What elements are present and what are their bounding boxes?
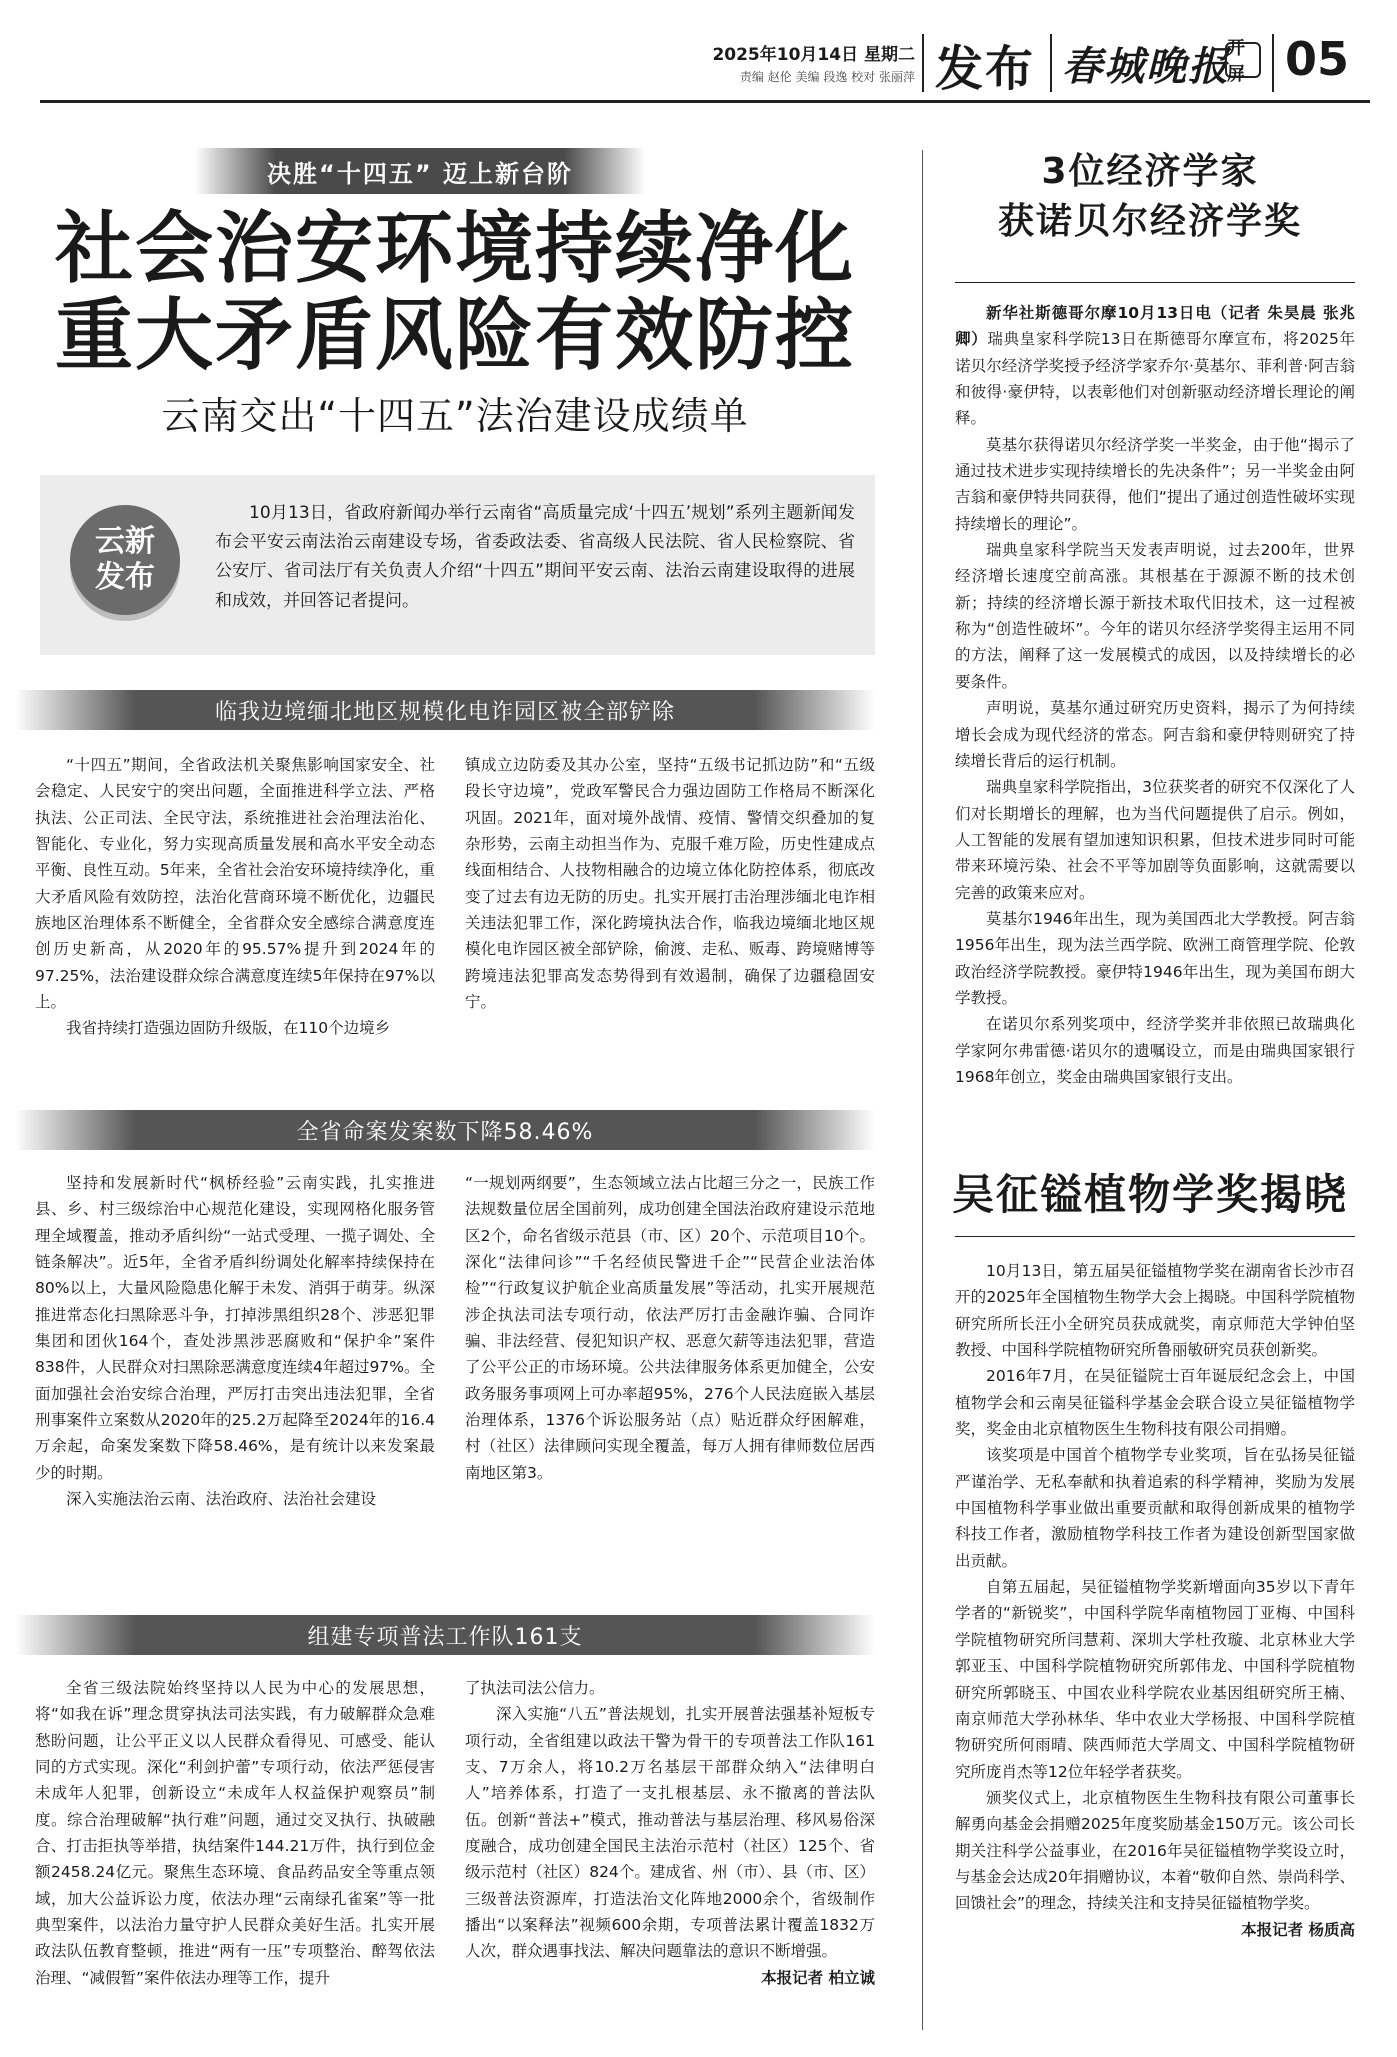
section-name: 发布 [935, 41, 1036, 97]
newspaper-logo: 春城晚报 [1062, 43, 1230, 90]
masthead-rule [40, 100, 1370, 103]
paragraph: 瑞典皇家科学院13日在斯德哥尔摩宣布，将2025年诺贝尔经济学奖授予经济学家乔尔·莫基尔、菲利普·阿吉翁和彼得·豪伊特，以表彰他们对创新驱动经济增长理论的阐释。 [955, 330, 1355, 428]
paragraph: 在诺贝尔系列奖项中，经济学奖并非依照已故瑞典化学家阿尔弗雷德·诺贝尔的遗嘱设立，而是由瑞典国家银行1968年创立，奖金由瑞典国家银行支出。 [955, 1015, 1355, 1086]
section-heading: 临我边境缅北地区规模化电诈园区被全部铲除 [15, 690, 875, 730]
section-2-column-left [35, 1170, 435, 1512]
botany-headline: 吴征镒植物学奖揭晓 [951, 1170, 1348, 1219]
article-kicker: 决胜“十四五” 迈上新台阶 [195, 148, 645, 194]
paragraph: 瑞典皇家科学院当天发表声明说，过去200年，世界经济增长速度空前高涨。其根基在于源源不断的技术创新；持续的经济增长源于新技术取代旧技术，这一过程被称为“创造性破坏”。今年的诺贝尔经济学奖得主运用不同的方法，阐释了这一发展模式的成因，以及持续增长的必要条件。 [955, 541, 1355, 691]
masthead-divider [1050, 34, 1052, 92]
intro-box [40, 475, 875, 655]
byline: 本报记者 柏立诚 [761, 1968, 875, 1987]
page-number: 05 [1285, 32, 1350, 86]
paragraph: 镇成立边防委及其办公室，坚持“五级书记抓边防”和“五级段长守边境”，党政军警民合力强边固防工作格局不断深化巩固。2021年，面对境外战情、疫情、警情交织叠加的复杂形势，云南主动担当作为、克服千难万险，历史性建成点线面相结合、人技物相融合的边境立体化防控体系，彻底改变了过去有边无防的历史。扎实开展打击治理涉缅北电诈相关违法犯罪工作，深化跨境执法合作，临我边境缅北地区规模化电诈园区被全部铲除，偷渡、走私、贩毒、跨境赌博等跨境违法犯罪高发态势得到有效遏制，确保了边疆稳固安宁。 [465, 756, 875, 1012]
paragraph: “十四五”期间，全省政法机关聚焦影响国家安全、社会稳定、人民安宁的突出问题，全面推进科学立法、严格执法、公正司法、全民守法，系统推进社会治理法治化、智能化、专业化，努力实现高质量发展和高水平安全动态平衡、良性互动。5年来，全省社会治安环境持续净化，重大矛盾风险有效防控，法治化营商环境不断优化，边疆民族地区治理体系不断健全，全省群众安全感综合满意度连创历史新高，从2020年的95.57%提升到2024年的97.25%，法治建设群众综合满意度连续5年保持在97%以上。 [35, 756, 435, 1012]
botany-article-body [955, 1258, 1355, 1943]
section-1-column-left [35, 752, 435, 1042]
paragraph: 我省持续打造强边固防升级版，在110个边境乡 [66, 1019, 391, 1038]
paragraph: 2016年7月，在吴征镒院士百年诞辰纪念会上，中国植物学会和云南吴征镒科学基金会联合设立吴征镒植物学奖，奖金由北京植物医生生物科技有限公司捐赠。 [955, 1367, 1355, 1439]
paragraph: 全省三级法院始终坚持以人民为中心的发展思想，将“如我在诉”理念贯穿执法司法实践，有力破解群众急难愁盼问题，让公平正义以人民群众看得见、可感受、能认同的方式实现。深化“利剑护蕾”专项行动，依法严惩侵害未成年人犯罪，创新设立“未成年人权益保护观察员”制度。综合治理破解“执行难”问题，通过交叉执行、执破融合、打击拒执等举措，执结案件144.21万件，执行到位金额2458.24亿元。聚焦生态环境、食品药品安全等重点领域，加大公益诉讼力度，依法办理“云南绿孔雀案”等一批典型案件，以法治力量守护人民群众美好生活。扎实开展政法队伍教育整顿，推进“两有一压”专项整治、醉驾依法治理、“减假暂”案件依法办理等工作，提升 [35, 1679, 435, 1987]
paragraph: 莫基尔获得诺贝尔经济学奖一半奖金，由于他“揭示了通过技术进步实现持续增长的先决条件”；另一半奖金由阿吉翁和豪伊特共同获得，他们“提出了通过创造性破坏实现持续增长的理论”。 [955, 435, 1355, 533]
paragraph: “一规划两纲要”，生态领域立法占比超三分之一，民族工作法规数量位居全国前列，成功创建全国法治政府建设示范地区2个，命名省级示范县（市、区）20个、示范项目10个。深化“法律问诊”“千名经侦民警进千企”“民营企业法治体检”“行政复议护航企业高质量发展”等活动，扎实开展规范涉企执法司法专项行动，依法严厉打击金融诈骗、合同诈骗、非法经营、侵犯知识产权、恶意欠薪等违法犯罪，营造了公平公正的市场环境。公共法律服务体系更加健全，公安政务服务事项网上可办率超95%，276个人民法庭嵌入基层治理体系，1376个诉讼服务站（点）贴近群众纾困解难，村（社区）法律顾问实现全覆盖，每万人拥有律师数位居西南地区第3。 [465, 1174, 875, 1482]
paragraph: 深入实施“八五”普法规划，扎实开展普法强基补短板专项行动，全省组建以政法干警为骨干的专项普法工作队161支、7万余人，将10.2万名基层干部群众纳入“法律明白人”培养体系，打造了一支扎根基层、永不撤离的普法队伍。创新“普法+”模式，推动普法与基层治理、移风易俗深度融合，成功创建全国民主法治示范村（社区）125个、省级示范村（社区）824个。建成省、州（市）、县（市、区）三级普法资源库，打造法治文化阵地2000余个，省级制作播出“以案释法”视频600余期，专项普法累计覆盖1832万人次，群众遇事找法、解决问题靠法的意识不断增强。 [465, 1705, 875, 1961]
paragraph: 声明说，莫基尔通过研究历史资料，揭示了为何持续增长会成为现代经济的常态。阿吉翁和豪伊特则研究了持续增长背后的运行机制。 [955, 699, 1355, 770]
paragraph: 深入实施法治云南、法治政府、法治社会建设 [66, 1490, 377, 1509]
badge-line-1: 云新 [95, 524, 155, 559]
masthead [40, 30, 1370, 100]
section-3-column-right [465, 1675, 875, 1991]
paragraph: 坚持和发展新时代“枫桥经验”云南实践，扎实推进县、乡、村三级综治中心规范化建设，实现网格化服务管理全域覆盖，推动矛盾纠纷“一站式受理、一揽子调处、全链条解决”。近5年，全省矛盾纠纷调处化解率持续保持在80%以上，大量风险隐患化解于未发、消弭于萌芽。纵深推进常态化扫黑除恶斗争，打掉涉黑组织28个、涉恶犯罪集团和团伙164个，查处涉黑涉恶腐败和“保护伞”案件838件，人民群众对扫黑除恶满意度连续4年超过97%。全面加强社会治安综合治理，严厉打击突出违法犯罪，全省刑事案件立案数从2020年的25.2万起降至2024年的16.4万余起，命案发案数下降58.46%，是有统计以来发案最少的时期。 [35, 1174, 435, 1482]
main-headline-line-1: 社会治安环境持续净化 [54, 204, 855, 294]
section-heading: 组建专项普法工作队161支 [15, 1615, 875, 1655]
badge-line-2: 发布 [95, 560, 155, 595]
section-heading: 全省命案发案数下降58.46% [15, 1110, 875, 1150]
editor-credits: 责编 赵伦 美编 段逸 校对 张丽萍 [739, 70, 915, 84]
paragraph: 该奖项是中国首个植物学专业奖项，旨在弘扬吴征镒严谨治学、无私奉献和执着追索的科学精神，奖励为发展中国植物科学事业做出重要贡献和取得创新成果的植物学科技工作者，激励植物学科技工作者为建设创新型国家做出贡献。 [955, 1446, 1355, 1570]
issue-date: 2025年10月14日 星期二 [712, 45, 915, 65]
app-logo-icon: 开屏 [1225, 42, 1261, 78]
section-3-column-left [35, 1675, 435, 1991]
yunxin-badge-icon [70, 505, 180, 615]
nobel-article-body [955, 300, 1355, 1090]
intro-paragraph: 10月13日，省政府新闻办举行云南省“高质量完成‘十四五’规划”系列主题新闻发布会平安云南法治云南建设专场，省委政法委、省高级人民法院、省人民检察院、省公安厅、省司法厅有关负责人介绍“十四五”期间平安云南、法治云南建设取得的进展和成效，并回答记者提问。 [215, 503, 855, 611]
main-headline-line-2: 重大矛盾风险有效防控 [54, 291, 855, 381]
paragraph: 莫基尔1946年出生，现为美国西北大学教授。阿吉翁1956年出生，现为法兰西学院、欧洲工商管理学院、伦敦政治经济学院教授。豪伊特1946年出生，现为美国布朗大学教授。 [955, 909, 1355, 1007]
main-subheadline: 云南交出“十四五”法治建设成绩单 [161, 394, 749, 438]
headline-rule [955, 1236, 1355, 1237]
nobel-headline-line-2: 获诺贝尔经济学奖 [997, 201, 1302, 242]
dateline: 新华社斯德哥尔摩10月13日电（记者 朱昊晨 张兆卿） [955, 304, 1355, 349]
section-1-column-right [465, 752, 875, 1015]
paragraph: 10月13日，第五届吴征镒植物学奖在湖南省长沙市召开的2025年全国植物生物学大会上揭晓。中国科学院植物研究所所长汪小全研究员获成就奖，南京师范大学钟伯坚教授、中国科学院植物研究所鲁丽敏研究员获创新奖。 [955, 1262, 1355, 1360]
masthead-divider [922, 34, 924, 92]
nobel-headline-line-1: 3位经济学家 [1041, 151, 1259, 192]
paragraph: 自第五届起，吴征镒植物学奖新增面向35岁以下青年学者的“新锐奖”，中国科学院华南植物园丁亚梅、中国科学院植物研究所闫慧莉、深圳大学杜孜璇、北京林业大学郭亚玉、中国科学院植物研究所郭伟龙、中国科学院植物研究所郭晓玉、中国农业科学院农业基因组研究所王楠、南京师范大学孙林华、华中农业大学杨报、中国科学院植物研究所何雨晴、陕西师范大学周文、中国科学院植物研究所庞肖杰等12位年轻学者获奖。 [955, 1578, 1355, 1781]
masthead-divider [1272, 34, 1274, 92]
paragraph: 了执法司法公信力。 [465, 1679, 605, 1697]
headline-rule [955, 282, 1355, 283]
section-2-column-right [465, 1170, 875, 1486]
paragraph: 瑞典皇家科学院指出，3位获奖者的研究不仅深化了人们对长期增长的理解，也为当代问题提供了启示。例如，人工智能的发展有望加速知识积累，但技术进步同时可能带来环境污染、社会不平等加剧等负面影响，这就需要以完善的政策来应对。 [955, 778, 1355, 902]
column-divider [922, 150, 923, 2030]
paragraph: 颁奖仪式上，北京植物医生生物科技有限公司董事长解勇向基金会捐赠2025年度奖励基金150万元。该公司长期关注科学公益事业，在2016年吴征镒植物学奖设立时，与基金会达成20年捐赠协议，本着“敬仰自然、崇尚科学、回馈社会”的理念，持续关注和支持吴征镒植物学奖。 [955, 1788, 1355, 1913]
byline: 本报记者 杨质高 [1241, 1920, 1355, 1939]
